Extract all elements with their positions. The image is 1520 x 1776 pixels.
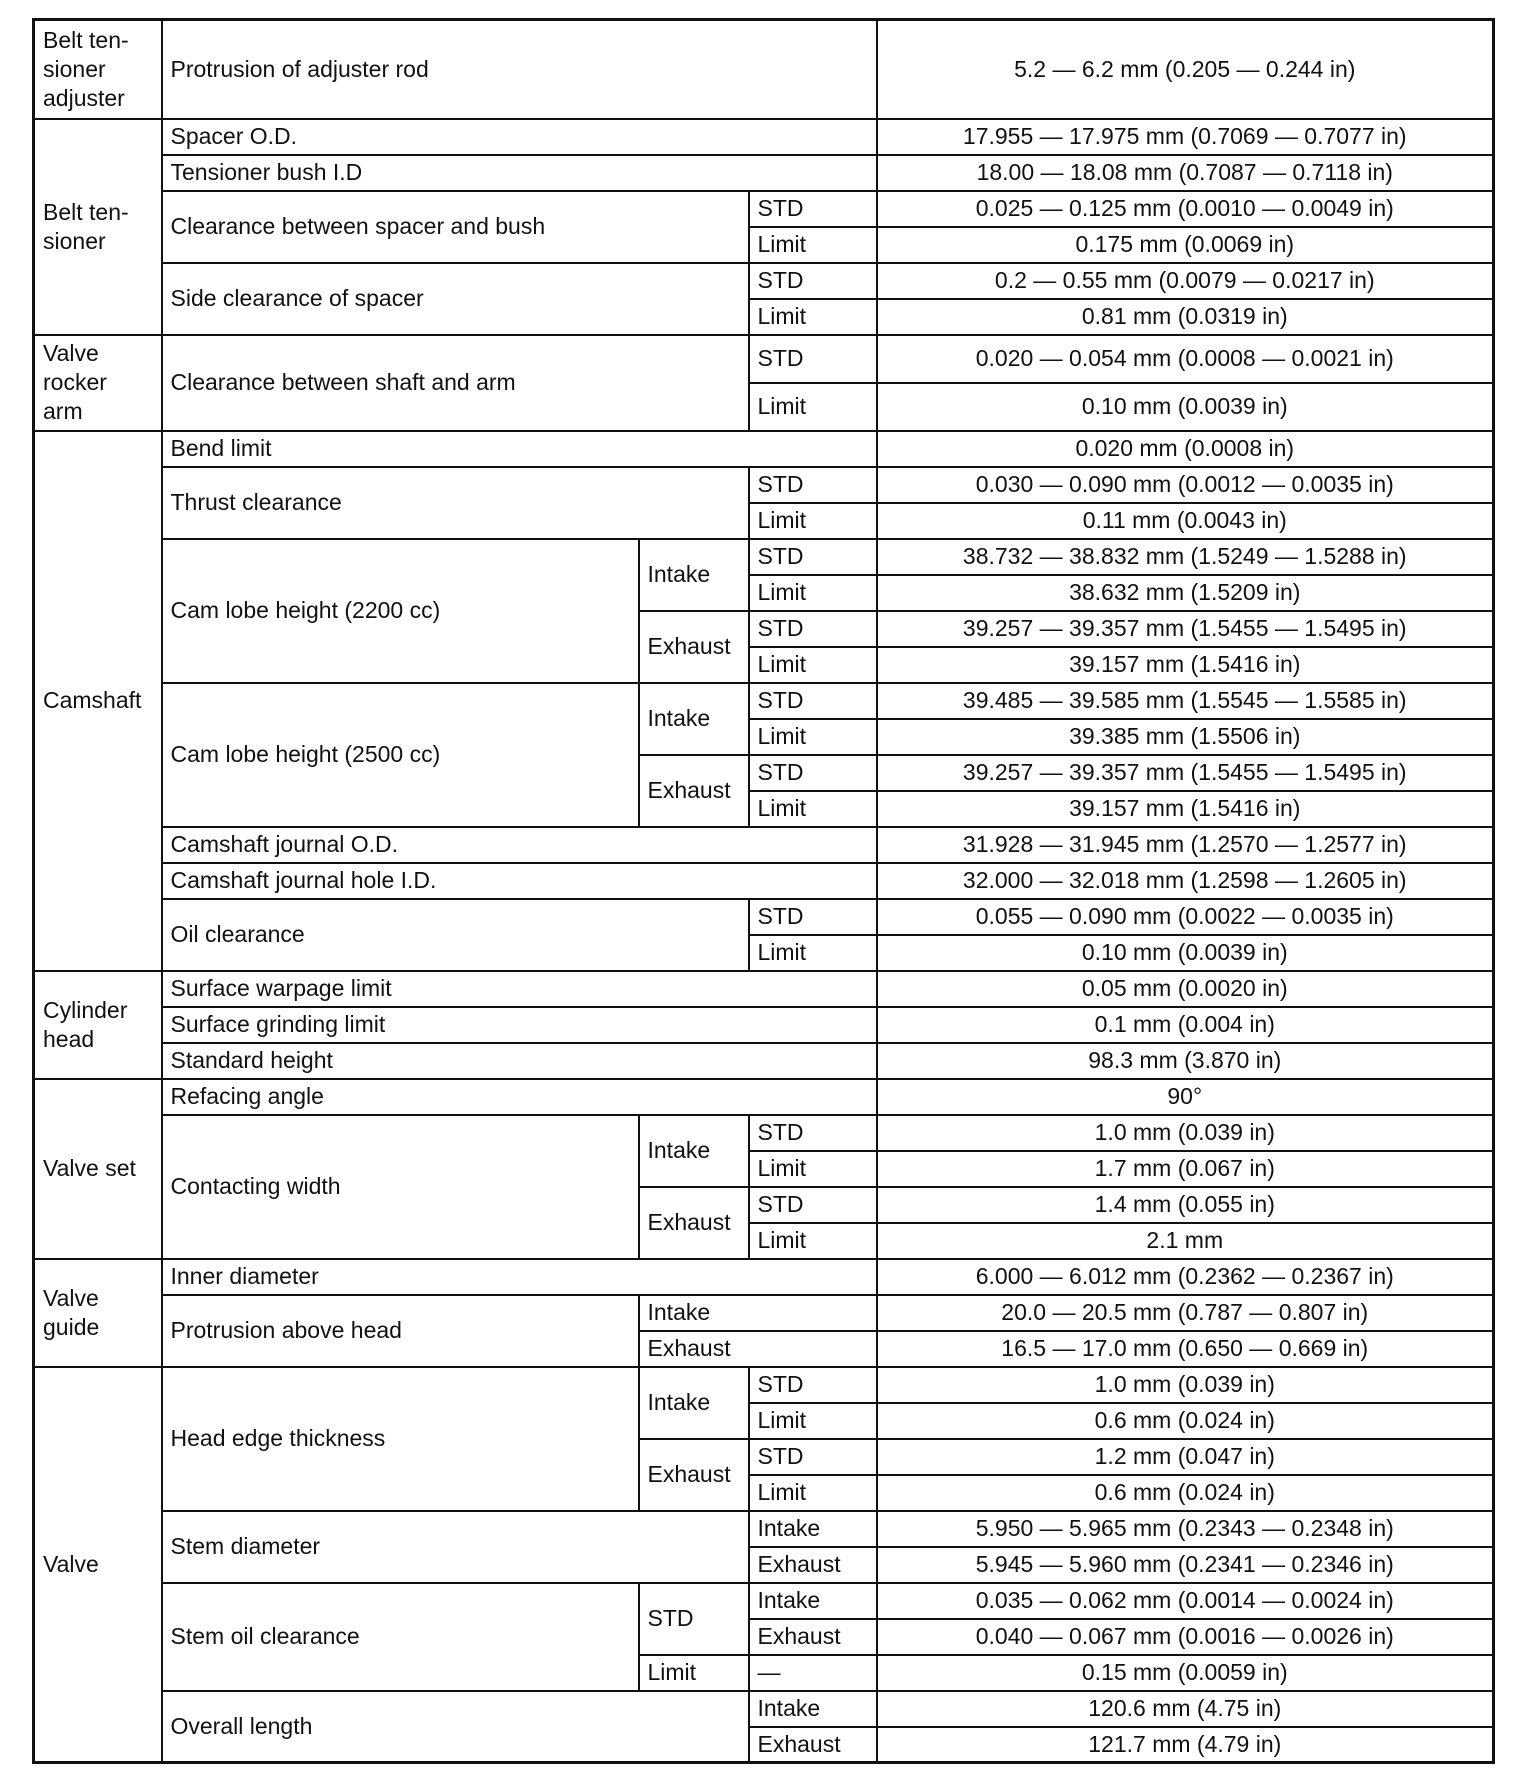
value-cell: 1.2 mm (0.047 in): [877, 1439, 1494, 1475]
qualifier-cell: Limit: [749, 647, 877, 683]
qualifier-cell: Exhaust: [749, 1727, 877, 1763]
subitem-cell: Exhaust: [639, 1439, 749, 1511]
qualifier-cell: Limit: [749, 383, 877, 431]
qualifier-cell: STD: [749, 191, 877, 227]
category-cell: Valve rocker arm: [34, 335, 162, 431]
table-row: [34, 1295, 1494, 1331]
value-cell: 17.955 — 17.975 mm (0.7069 — 0.7077 in): [877, 119, 1494, 155]
qualifier-cell: Intake: [749, 1691, 877, 1727]
qualifier-cell: STD: [749, 539, 877, 575]
value-cell: 120.6 mm (4.75 in): [877, 1691, 1494, 1727]
qualifier-cell: STD: [749, 1115, 877, 1151]
value-cell: 5.2 — 6.2 mm (0.205 — 0.244 in): [877, 20, 1494, 119]
category-cell: Valve guide: [34, 1259, 162, 1367]
value-cell: 0.15 mm (0.0059 in): [877, 1655, 1494, 1691]
item-cell: Clearance between shaft and arm: [162, 335, 749, 431]
qualifier-cell: STD: [749, 335, 877, 383]
value-cell: 1.0 mm (0.039 in): [877, 1115, 1494, 1151]
table-row: [34, 431, 1494, 467]
value-cell: 0.040 — 0.067 mm (0.0016 — 0.0026 in): [877, 1619, 1494, 1655]
qualifier-cell: Limit: [749, 1151, 877, 1187]
item-cell: Cam lobe height (2500 cc): [162, 683, 639, 827]
category-cell: Camshaft: [34, 431, 162, 971]
table-row: [34, 1115, 1494, 1151]
qualifier-cell: STD: [749, 683, 877, 719]
value-cell: 5.950 — 5.965 mm (0.2343 — 0.2348 in): [877, 1511, 1494, 1547]
item-cell: Oil clearance: [162, 899, 749, 971]
subitem-cell: Exhaust: [639, 611, 749, 683]
item-cell: Surface grinding limit: [162, 1007, 877, 1043]
item-cell: Surface warpage limit: [162, 971, 877, 1007]
value-cell: 0.10 mm (0.0039 in): [877, 383, 1494, 431]
category-cell: Cylinder head: [34, 971, 162, 1079]
qualifier-cell: Limit: [749, 503, 877, 539]
table-row: [34, 1583, 1494, 1619]
item-cell: Protrusion above head: [162, 1295, 639, 1367]
item-cell: Contacting width: [162, 1115, 639, 1259]
subitem-cell: Exhaust: [639, 755, 749, 827]
qualifier-cell: STD: [749, 263, 877, 299]
qualifier-cell: Limit: [749, 1403, 877, 1439]
qualifier-cell: STD: [749, 899, 877, 935]
table-row: [34, 263, 1494, 299]
subitem-cell: STD: [639, 1583, 749, 1655]
value-cell: 0.81 mm (0.0319 in): [877, 299, 1494, 335]
value-cell: 20.0 — 20.5 mm (0.787 — 0.807 in): [877, 1295, 1494, 1331]
subitem-cell: Intake: [639, 539, 749, 611]
table-row: [34, 827, 1494, 863]
qualifier-cell: STD: [749, 1439, 877, 1475]
value-cell: 0.055 — 0.090 mm (0.0022 — 0.0035 in): [877, 899, 1494, 935]
value-cell: 0.035 — 0.062 mm (0.0014 — 0.0024 in): [877, 1583, 1494, 1619]
table-row: [34, 899, 1494, 935]
qualifier-cell: STD: [749, 755, 877, 791]
item-cell: Tensioner bush I.D: [162, 155, 877, 191]
value-cell: 1.0 mm (0.039 in): [877, 1367, 1494, 1403]
value-cell: 0.6 mm (0.024 in): [877, 1403, 1494, 1439]
table-row: [34, 971, 1494, 1007]
table-row: [34, 1511, 1494, 1547]
value-cell: 32.000 — 32.018 mm (1.2598 — 1.2605 in): [877, 863, 1494, 899]
qualifier-cell: Limit: [749, 1475, 877, 1511]
item-cell: Head edge thickness: [162, 1367, 639, 1511]
value-cell: 39.157 mm (1.5416 in): [877, 791, 1494, 827]
item-cell: Overall length: [162, 1691, 749, 1763]
value-cell: 0.025 — 0.125 mm (0.0010 — 0.0049 in): [877, 191, 1494, 227]
value-cell: 0.2 — 0.55 mm (0.0079 — 0.0217 in): [877, 263, 1494, 299]
item-cell: Stem oil clearance: [162, 1583, 639, 1691]
qualifier-cell: STD: [749, 1187, 877, 1223]
qualifier-cell: Intake: [749, 1511, 877, 1547]
value-cell: 18.00 — 18.08 mm (0.7087 — 0.7118 in): [877, 155, 1494, 191]
subitem-cell: Intake: [639, 1115, 749, 1187]
value-cell: 2.1 mm: [877, 1223, 1494, 1259]
value-cell: 121.7 mm (4.79 in): [877, 1727, 1494, 1763]
item-cell: Thrust clearance: [162, 467, 749, 539]
value-cell: 39.257 — 39.357 mm (1.5455 — 1.5495 in): [877, 611, 1494, 647]
subitem-cell: Intake: [639, 1367, 749, 1439]
qualifier-cell: Limit: [749, 1223, 877, 1259]
qualifier-cell: STD: [749, 467, 877, 503]
item-cell: Protrusion of adjuster rod: [162, 20, 877, 119]
item-cell: Side clearance of spacer: [162, 263, 749, 335]
qualifier-cell: STD: [749, 611, 877, 647]
qualifier-cell: Limit: [749, 791, 877, 827]
value-cell: 0.11 mm (0.0043 in): [877, 503, 1494, 539]
qualifier-cell: Limit: [749, 299, 877, 335]
table-row: [34, 119, 1494, 155]
category-cell: Belt ten- sioner adjuster: [34, 20, 162, 119]
subitem-cell: Exhaust: [639, 1187, 749, 1259]
table-row: [34, 863, 1494, 899]
category-cell: Valve set: [34, 1079, 162, 1259]
category-cell: Valve: [34, 1367, 162, 1763]
value-cell: 31.928 — 31.945 mm (1.2570 — 1.2577 in): [877, 827, 1494, 863]
value-cell: 0.030 — 0.090 mm (0.0012 — 0.0035 in): [877, 467, 1494, 503]
value-cell: 1.4 mm (0.055 in): [877, 1187, 1494, 1223]
value-cell: 1.7 mm (0.067 in): [877, 1151, 1494, 1187]
value-cell: 38.632 mm (1.5209 in): [877, 575, 1494, 611]
subitem-cell: Intake: [639, 683, 749, 755]
value-cell: 0.020 mm (0.0008 in): [877, 431, 1494, 467]
item-cell: Clearance between spacer and bush: [162, 191, 749, 263]
item-cell: Camshaft journal hole I.D.: [162, 863, 877, 899]
category-cell: Belt ten- sioner: [34, 119, 162, 335]
item-cell: Bend limit: [162, 431, 877, 467]
specification-table: [32, 18, 1495, 1764]
item-cell: Spacer O.D.: [162, 119, 877, 155]
value-cell: 0.05 mm (0.0020 in): [877, 971, 1494, 1007]
item-cell: Refacing angle: [162, 1079, 877, 1115]
qualifier-cell: Limit: [749, 935, 877, 971]
subitem-cell: Limit: [639, 1655, 749, 1691]
value-cell: 38.732 — 38.832 mm (1.5249 — 1.5288 in): [877, 539, 1494, 575]
qualifier-cell: STD: [749, 1367, 877, 1403]
value-cell: 0.1 mm (0.004 in): [877, 1007, 1494, 1043]
value-cell: 98.3 mm (3.870 in): [877, 1043, 1494, 1079]
table-row: [34, 683, 1494, 719]
table-row: [34, 1007, 1494, 1043]
value-cell: 39.385 mm (1.5506 in): [877, 719, 1494, 755]
table-row: [34, 1079, 1494, 1115]
qualifier-cell: Limit: [749, 575, 877, 611]
item-cell: Stem diameter: [162, 1511, 749, 1583]
item-cell: Camshaft journal O.D.: [162, 827, 877, 863]
item-cell: Standard height: [162, 1043, 877, 1079]
qualifier-cell: Exhaust: [749, 1619, 877, 1655]
table-row: [34, 20, 1494, 119]
value-cell: 0.10 mm (0.0039 in): [877, 935, 1494, 971]
item-cell: Cam lobe height (2200 cc): [162, 539, 639, 683]
table-row: [34, 1367, 1494, 1403]
qualifier-cell: Limit: [749, 227, 877, 263]
table-row: [34, 191, 1494, 227]
table-row: [34, 1691, 1494, 1727]
table-row: [34, 1043, 1494, 1079]
qualifier-cell: Exhaust: [639, 1331, 877, 1367]
value-cell: 6.000 — 6.012 mm (0.2362 — 0.2367 in): [877, 1259, 1494, 1295]
value-cell: 39.157 mm (1.5416 in): [877, 647, 1494, 683]
value-cell: 0.6 mm (0.024 in): [877, 1475, 1494, 1511]
item-cell: Inner diameter: [162, 1259, 877, 1295]
table-row: [34, 335, 1494, 383]
qualifier-cell: —: [749, 1655, 877, 1691]
value-cell: 39.485 — 39.585 mm (1.5545 — 1.5585 in): [877, 683, 1494, 719]
qualifier-cell: Exhaust: [749, 1547, 877, 1583]
value-cell: 39.257 — 39.357 mm (1.5455 — 1.5495 in): [877, 755, 1494, 791]
value-cell: 0.175 mm (0.0069 in): [877, 227, 1494, 263]
table-row: [34, 467, 1494, 503]
table-row: [34, 539, 1494, 575]
table-row: [34, 1259, 1494, 1295]
qualifier-cell: Intake: [639, 1295, 877, 1331]
qualifier-cell: Intake: [749, 1583, 877, 1619]
value-cell: 5.945 — 5.960 mm (0.2341 — 0.2346 in): [877, 1547, 1494, 1583]
qualifier-cell: Limit: [749, 719, 877, 755]
value-cell: 16.5 — 17.0 mm (0.650 — 0.669 in): [877, 1331, 1494, 1367]
table-row: [34, 155, 1494, 191]
value-cell: 90°: [877, 1079, 1494, 1115]
value-cell: 0.020 — 0.054 mm (0.0008 — 0.0021 in): [877, 335, 1494, 383]
